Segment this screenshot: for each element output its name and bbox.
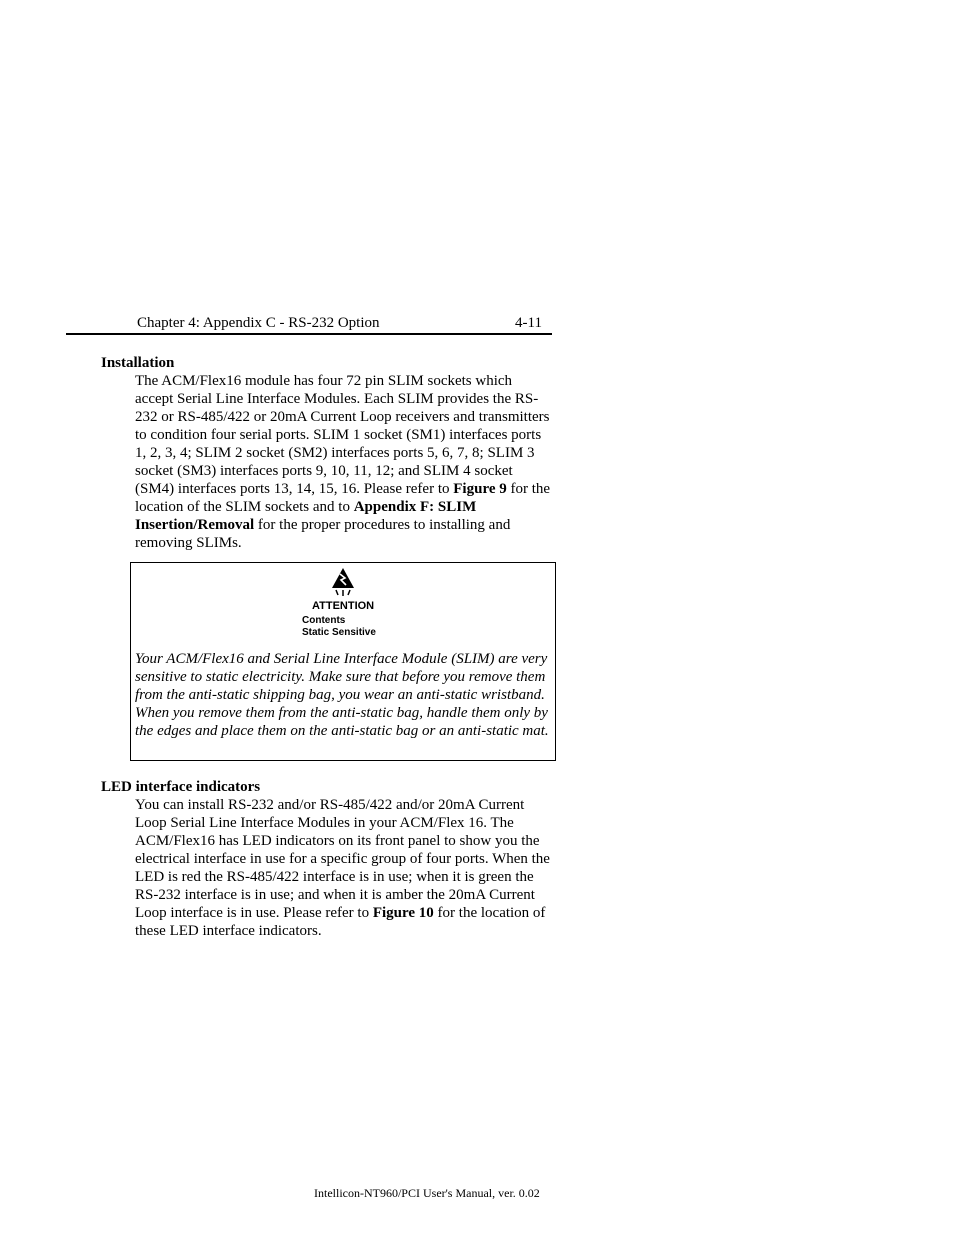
contents-label [302, 615, 376, 639]
installation-paragraph [135, 372, 553, 552]
warning-text: Your ACM/Flex16 and Serial Line Interface Module (SLIM) are very sensitive to static electricity. Make sure that before you remove them from the anti-static shipping bag, you wear an anti-static wristband. When you remove them from the anti-static bag, handle them only by the edges and place them on the anti-static bag or an anti-static mat. [135, 651, 549, 739]
attention-label: ATTENTION [312, 600, 375, 612]
led-text-1: You can install RS-232 and/or RS-485/422 and/or 20mA Current Loop Serial Line Interface Modules in your ACM/Flex 16. The ACM/Flex16 has LED indicators on its front panel to show you the electrical interface in use for a specific group of four ports. When the LED is red the RS-485/422 interface is in use; when it is green the RS-232 interface is in use; and when it is amber the 20mA Current Loop interface is in use. Please refer to [135, 797, 550, 921]
installation-heading: Installation [101, 355, 175, 371]
appendix-f-reference: Appendix F: SLIM Insertion/Removal [135, 499, 477, 533]
contents-line-1: Contents [302, 615, 346, 626]
led-heading: LED interface indicators [101, 779, 261, 795]
page-footer: Intellicon-NT960/PCI User's Manual, ver. 0.02 [314, 1186, 540, 1200]
chapter-title: Chapter 4: Appendix C - RS-232 Option [137, 315, 380, 331]
page-header [66, 313, 552, 335]
installation-text-2: for the location of the SLIM sockets and to [135, 481, 551, 515]
led-text-2: for the location of these LED interface indicators. [135, 905, 546, 939]
figure-10-reference: Figure 10 [372, 905, 434, 921]
static-warning-box [130, 562, 556, 761]
contents-line-2: Static Sensitive [302, 627, 376, 638]
installation-text-1: The ACM/Flex16 module has four 72 pin SLIM sockets which accept Serial Line Interface Modules. Each SLIM provides the RS-232 or RS-485/422 or 20mA Current Loop receivers and transmitters to condition four serial ports. SLIM 1 socket (SM1) interfaces ports 1, 2, 3, 4; SLIM 2 socket (SM2) interfaces ports 5, 6, 7, 8; SLIM 3 socket (SM3) interfaces ports 9, 10, 11, 12; and SLIM 4 socket (SM4) interfaces ports 13, 14, 15, 16. Please refer to [135, 373, 550, 497]
led-paragraph [135, 796, 553, 940]
figure-9-reference: Figure 9 [453, 481, 507, 497]
page-number: 4-11 [515, 315, 542, 331]
installation-text-3: for the proper procedures to installing and removing SLIMs. [135, 517, 511, 551]
